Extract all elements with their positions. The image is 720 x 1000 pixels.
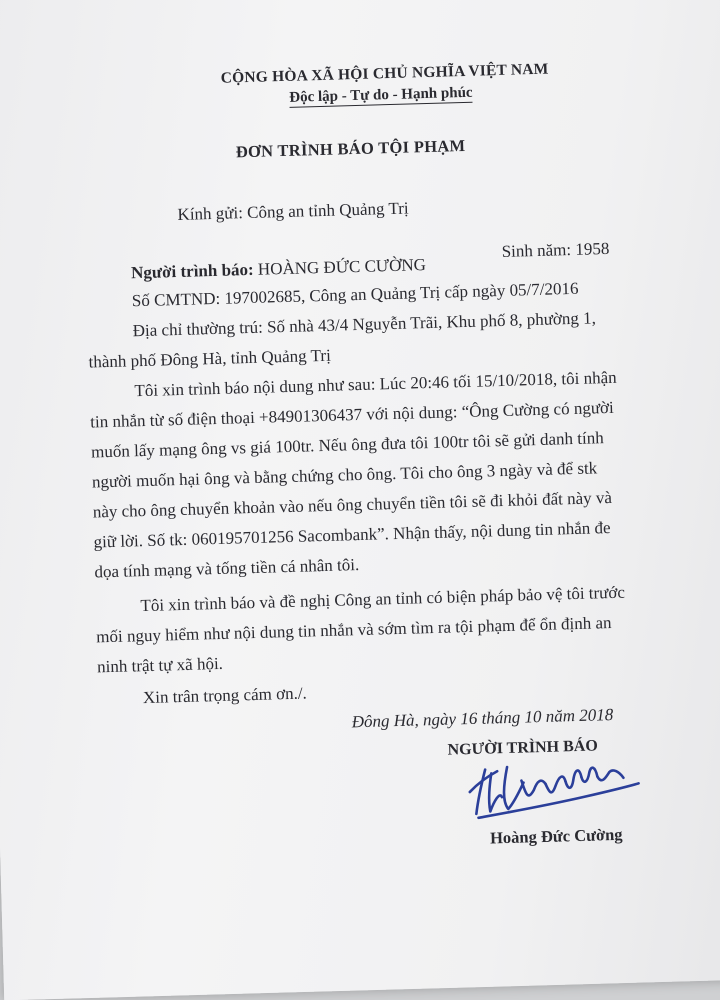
body-p1-line: giữ lời. Số tk: 060195701256 Sacombank”. Nhận thấy, nội dung tin nhắn đe [93,518,611,552]
address-line-2: thành phố Đông Hà, tỉnh Quảng Trị [88,345,332,372]
body-p2-line: mối nguy hiểm như nội dung tin nhắn và sớm tìm ra tội phạm để ổn định an [96,613,612,647]
body-p1-line: người muốn hại ông và bằng chứng cho ông. Tôi cho ông 3 ngày và để stk [91,458,598,492]
reporter-line [131,255,426,283]
body-p1-line: dọa tính mạng và tống tiền cá nhân tôi. [94,555,360,582]
reporter-label: Người trình báo: [130,259,254,283]
body-p2-line: ninh trật tự xã hội. [96,653,224,677]
birth-year: Sinh năm: 1958 [501,238,610,261]
country-header: CỘNG HÒA XÃ HỘI CHỦ NGHĨA VIỆT NAM [220,60,549,87]
handwritten-signature [463,747,650,827]
recipient-line: Kính gửi: Công an tỉnh Quảng Trị [177,198,409,224]
body-p1-line: này cho ông chuyển khoản vào nếu ông chuyển tiền tôi sẽ đi khỏi đất này và [92,487,613,522]
reporter-name: HOÀNG ĐỨC CƯỜNG [257,255,427,279]
signer-name: Hoàng Đức Cường [489,824,623,848]
motto-header: Độc lập - Tự do - Hạnh phúc [289,84,473,106]
body-p1-line: Tôi xin trình báo nội dung như sau: Lúc 20:46 tối 15/10/2018, tôi nhận [134,367,617,401]
body-p1-line: muốn lấy mạng ông vs giá 100tr. Nếu ông đưa tôi 100tr tôi sẽ gửi danh tính [90,428,604,462]
id-line: Số CMTND: 197002685, Công an Quảng Trị cấp ngày 05/7/2016 [131,278,579,311]
body-p1-line: tin nhắn từ số điện thoại +84901306437 với nội dung: “Ông Cường có người [90,397,614,432]
signer-title: NGƯỜI TRÌNH BÁO [447,737,599,759]
body-p2-line: Tôi xin trình báo và đề nghị Công an tỉnh có biện pháp bảo vệ tôi trước [140,582,626,616]
address-line-1: Địa chỉ thường trú: Số nhà 43/4 Nguyễn Trãi, Khu phố 8, phường 1, [132,308,597,341]
document-title: ĐƠN TRÌNH BÁO TỘI PHẠM [235,135,466,162]
place-date: Đông Hà, ngày 16 tháng 10 năm 2018 [351,705,614,732]
closing-line: Xin trân trọng cám ơn./. [142,683,308,708]
